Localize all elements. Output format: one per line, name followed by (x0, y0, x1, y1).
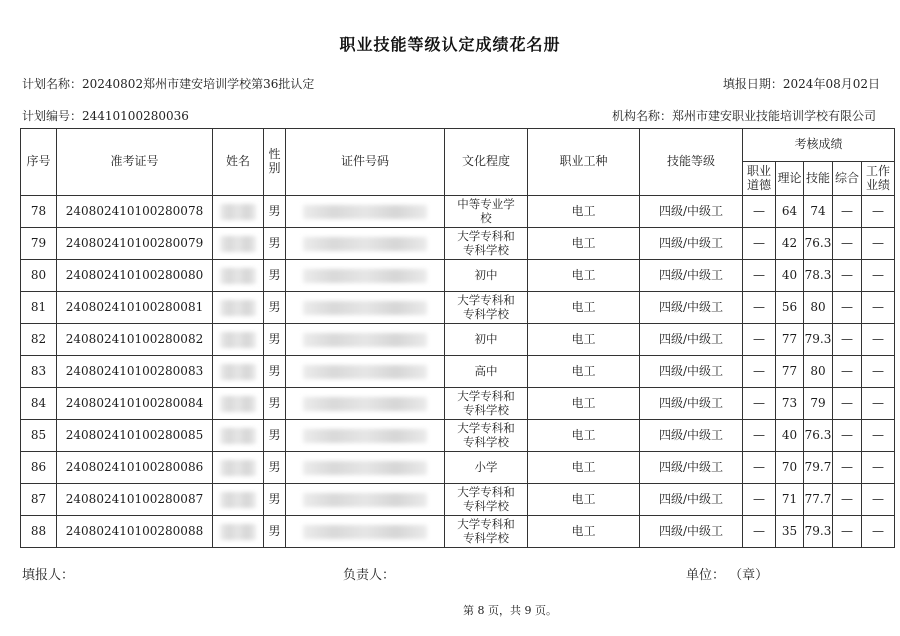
ethics-cell: — (743, 196, 776, 228)
redacted-name (220, 492, 256, 508)
filler-label: 填报人： (22, 568, 75, 583)
ticket-number-cell: 240802410100280085 (57, 420, 213, 452)
name-cell (213, 292, 264, 324)
name-cell (213, 324, 264, 356)
skill-cell: 78.3 (804, 260, 833, 292)
skill-cell: 80 (804, 292, 833, 324)
skill-level-cell: 四级/中级工 (640, 388, 743, 420)
skill-cell: 77.7 (804, 484, 833, 516)
occupation-cell: 电工 (528, 228, 640, 260)
id-number-cell (286, 292, 445, 324)
performance-cell: — (862, 260, 895, 292)
education-cell: 大学专科和 专科学校 (445, 516, 528, 548)
skill-cell: 79.3 (804, 516, 833, 548)
id-number-cell (286, 516, 445, 548)
name-cell (213, 420, 264, 452)
theory-cell: 40 (776, 420, 804, 452)
overall-cell: — (833, 324, 862, 356)
name-cell (213, 516, 264, 548)
skill-cell: 80 (804, 356, 833, 388)
performance-cell: — (862, 356, 895, 388)
seq-cell: 83 (21, 356, 57, 388)
ticket-number-cell: 240802410100280079 (57, 228, 213, 260)
theory-cell: 64 (776, 196, 804, 228)
redacted-name (220, 524, 256, 540)
occupation-cell: 电工 (528, 292, 640, 324)
overall-cell: — (833, 356, 862, 388)
redacted-name (220, 236, 256, 252)
occupation-cell: 电工 (528, 484, 640, 516)
performance-cell: — (862, 516, 895, 548)
gender-cell: 男 (264, 420, 286, 452)
seq-cell: 84 (21, 388, 57, 420)
occupation-cell: 电工 (528, 388, 640, 420)
header-ticket-number: 准考证号 (57, 129, 213, 196)
redacted-name (220, 268, 256, 284)
header-name: 姓名 (213, 129, 264, 196)
id-number-cell (286, 420, 445, 452)
redacted-id-number (303, 205, 427, 219)
gender-cell: 男 (264, 484, 286, 516)
gender-cell: 男 (264, 196, 286, 228)
overall-cell: — (833, 484, 862, 516)
skill-cell: 79.3 (804, 324, 833, 356)
document-title: 职业技能等级认定成绩花名册 (339, 35, 561, 54)
skill-cell: 79 (804, 388, 833, 420)
redacted-name (220, 364, 256, 380)
header-gender: 性 别 (264, 129, 286, 196)
responsible-label: 负责人： (343, 568, 396, 583)
header-education: 文化程度 (445, 129, 528, 196)
ticket-number-cell: 240802410100280087 (57, 484, 213, 516)
redacted-id-number (303, 237, 427, 251)
gender-cell: 男 (264, 324, 286, 356)
skill-level-cell: 四级/中级工 (640, 356, 743, 388)
header-score-group: 考核成绩 (743, 129, 895, 162)
ticket-number-cell: 240802410100280078 (57, 196, 213, 228)
occupation-cell: 电工 (528, 356, 640, 388)
seq-cell: 78 (21, 196, 57, 228)
skill-level-cell: 四级/中级工 (640, 516, 743, 548)
header-performance: 工作 业绩 (862, 162, 895, 196)
ethics-cell: — (743, 388, 776, 420)
education-cell: 中等专业学 校 (445, 196, 528, 228)
occupation-cell: 电工 (528, 452, 640, 484)
overall-cell: — (833, 516, 862, 548)
ethics-cell: — (743, 356, 776, 388)
theory-cell: 35 (776, 516, 804, 548)
education-cell: 高中 (445, 356, 528, 388)
id-number-cell (286, 228, 445, 260)
ticket-number-cell: 240802410100280083 (57, 356, 213, 388)
theory-cell: 77 (776, 324, 804, 356)
ticket-number-cell: 240802410100280084 (57, 388, 213, 420)
theory-cell: 40 (776, 260, 804, 292)
education-cell: 初中 (445, 260, 528, 292)
overall-cell: — (833, 196, 862, 228)
table-row (21, 420, 895, 452)
education-cell: 小学 (445, 452, 528, 484)
id-number-cell (286, 196, 445, 228)
table-row (21, 356, 895, 388)
table-row (21, 484, 895, 516)
table-row (21, 324, 895, 356)
ethics-cell: — (743, 516, 776, 548)
redacted-name (220, 428, 256, 444)
redacted-id-number (303, 461, 427, 475)
header-skill: 技能 (804, 162, 833, 196)
redacted-id-number (303, 365, 427, 379)
redacted-name (220, 332, 256, 348)
redacted-name (220, 300, 256, 316)
header-occupation: 职业工种 (528, 129, 640, 196)
name-cell (213, 388, 264, 420)
overall-cell: — (833, 388, 862, 420)
skill-level-cell: 四级/中级工 (640, 452, 743, 484)
performance-cell: — (862, 388, 895, 420)
ticket-number-cell: 240802410100280080 (57, 260, 213, 292)
gender-cell: 男 (264, 452, 286, 484)
id-number-cell (286, 452, 445, 484)
seq-cell: 86 (21, 452, 57, 484)
education-cell: 大学专科和 专科学校 (445, 420, 528, 452)
education-cell: 大学专科和 专科学校 (445, 484, 528, 516)
table-row (21, 228, 895, 260)
unit-label: 单位： （章） (686, 568, 769, 583)
redacted-id-number (303, 269, 427, 283)
id-number-cell (286, 388, 445, 420)
skill-level-cell: 四级/中级工 (640, 196, 743, 228)
ethics-cell: — (743, 324, 776, 356)
table-row (21, 260, 895, 292)
header-overall: 综合 (833, 162, 862, 196)
name-cell (213, 196, 264, 228)
seq-cell: 82 (21, 324, 57, 356)
table-body (21, 196, 895, 548)
name-cell (213, 452, 264, 484)
theory-cell: 73 (776, 388, 804, 420)
theory-cell: 42 (776, 228, 804, 260)
ticket-number-cell: 240802410100280081 (57, 292, 213, 324)
name-cell (213, 260, 264, 292)
performance-cell: — (862, 196, 895, 228)
gender-cell: 男 (264, 516, 286, 548)
seq-cell: 85 (21, 420, 57, 452)
seq-cell: 88 (21, 516, 57, 548)
skill-level-cell: 四级/中级工 (640, 324, 743, 356)
ethics-cell: — (743, 228, 776, 260)
redacted-id-number (303, 493, 427, 507)
overall-cell: — (833, 292, 862, 324)
occupation-cell: 电工 (528, 324, 640, 356)
id-number-cell (286, 324, 445, 356)
fill-date: 填报日期：2024年08月02日 (722, 77, 880, 91)
skill-level-cell: 四级/中级工 (640, 260, 743, 292)
score-roster-table (20, 128, 895, 548)
skill-level-cell: 四级/中级工 (640, 292, 743, 324)
redacted-name (220, 460, 256, 476)
performance-cell: — (862, 324, 895, 356)
header-theory: 理论 (776, 162, 804, 196)
table-row (21, 388, 895, 420)
header-skill-level: 技能等级 (640, 129, 743, 196)
name-cell (213, 228, 264, 260)
skill-cell: 74 (804, 196, 833, 228)
theory-cell: 71 (776, 484, 804, 516)
table-row (21, 196, 895, 228)
header-seq: 序号 (21, 129, 57, 196)
redacted-id-number (303, 301, 427, 315)
ethics-cell: — (743, 292, 776, 324)
table-row (21, 452, 895, 484)
redacted-id-number (303, 429, 427, 443)
redacted-id-number (303, 525, 427, 539)
seq-cell: 79 (21, 228, 57, 260)
ticket-number-cell: 240802410100280082 (57, 324, 213, 356)
table-row (21, 516, 895, 548)
occupation-cell: 电工 (528, 420, 640, 452)
skill-level-cell: 四级/中级工 (640, 228, 743, 260)
seq-cell: 81 (21, 292, 57, 324)
plan-name: 计划名称：20240802郑州市建安培训学校第36批认定 (22, 77, 315, 91)
organization-name: 机构名称：郑州市建安职业技能培训学校有限公司 (611, 109, 876, 123)
table-row (21, 292, 895, 324)
id-number-cell (286, 356, 445, 388)
id-number-cell (286, 260, 445, 292)
skill-cell: 79.7 (804, 452, 833, 484)
redacted-name (220, 204, 256, 220)
education-cell: 大学专科和 专科学校 (445, 228, 528, 260)
occupation-cell: 电工 (528, 516, 640, 548)
plan-number: 计划编号：24410100280036 (22, 109, 189, 123)
name-cell (213, 484, 264, 516)
overall-cell: — (833, 228, 862, 260)
skill-cell: 76.3 (804, 420, 833, 452)
gender-cell: 男 (264, 356, 286, 388)
ticket-number-cell: 240802410100280088 (57, 516, 213, 548)
occupation-cell: 电工 (528, 260, 640, 292)
performance-cell: — (862, 292, 895, 324)
id-number-cell (286, 484, 445, 516)
name-cell (213, 356, 264, 388)
redacted-id-number (303, 333, 427, 347)
page-number: 第 8 页，共 9 页。 (463, 604, 557, 617)
skill-level-cell: 四级/中级工 (640, 484, 743, 516)
theory-cell: 56 (776, 292, 804, 324)
gender-cell: 男 (264, 260, 286, 292)
seq-cell: 87 (21, 484, 57, 516)
header-ethics: 职业 道德 (743, 162, 776, 196)
ethics-cell: — (743, 420, 776, 452)
education-cell: 初中 (445, 324, 528, 356)
education-cell: 大学专科和 专科学校 (445, 388, 528, 420)
overall-cell: — (833, 260, 862, 292)
ticket-number-cell: 240802410100280086 (57, 452, 213, 484)
performance-cell: — (862, 228, 895, 260)
skill-cell: 76.3 (804, 228, 833, 260)
ethics-cell: — (743, 452, 776, 484)
gender-cell: 男 (264, 292, 286, 324)
skill-level-cell: 四级/中级工 (640, 420, 743, 452)
seq-cell: 80 (21, 260, 57, 292)
redacted-name (220, 396, 256, 412)
gender-cell: 男 (264, 388, 286, 420)
theory-cell: 70 (776, 452, 804, 484)
ethics-cell: — (743, 260, 776, 292)
ethics-cell: — (743, 484, 776, 516)
gender-cell: 男 (264, 228, 286, 260)
overall-cell: — (833, 452, 862, 484)
performance-cell: — (862, 452, 895, 484)
performance-cell: — (862, 420, 895, 452)
header-id-number: 证件号码 (286, 129, 445, 196)
education-cell: 大学专科和 专科学校 (445, 292, 528, 324)
overall-cell: — (833, 420, 862, 452)
performance-cell: — (862, 484, 895, 516)
occupation-cell: 电工 (528, 196, 640, 228)
theory-cell: 77 (776, 356, 804, 388)
redacted-id-number (303, 397, 427, 411)
